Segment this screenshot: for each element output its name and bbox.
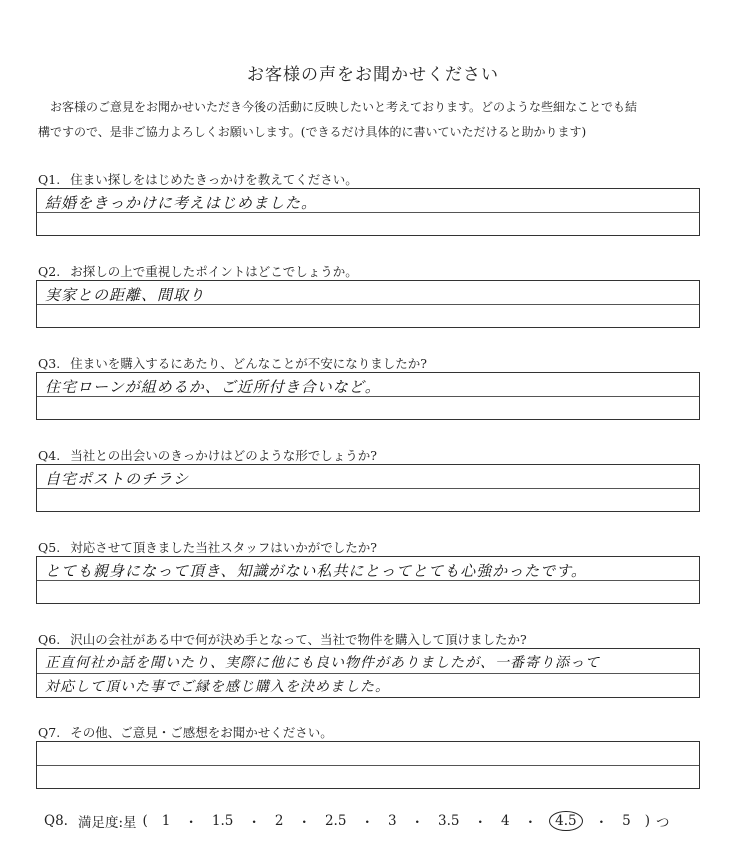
q4-label: Q4. 当社との出会いのきっかけはどのような形でしょうか? (38, 448, 377, 463)
q7-answer-box[interactable] (36, 741, 700, 789)
q8-open-paren: ( (142, 813, 148, 829)
q6-answer-box[interactable] (36, 648, 700, 698)
q5-label: Q5. 対応させて頂きました当社スタッフはいかがでしたか? (38, 540, 377, 555)
form-title: お客様の声をお聞かせください (247, 65, 499, 85)
rating-option-3-5[interactable]: 3.5 (438, 813, 460, 829)
q2-label: Q2. お探しの上で重視したポイントはどこでしょうか。 (38, 264, 358, 279)
q8-satisfaction: Q8. 満足度:星 ( 1 ・ 1.5 ・ 2 ・ 2.5 ・ 3 ・ 3.5 ・ 4 ・ 4.5 ・ 5 ) つ (44, 813, 670, 831)
q5-answer-box[interactable] (36, 556, 700, 604)
q2-answer-box[interactable] (36, 280, 700, 328)
q7-label: Q7. その他、ご意見・ご感想をお聞かせください。 (38, 725, 333, 740)
intro-line-1: お客様のご意見をお聞かせいただき今後の活動に反映したいと考えております。どのような些細なことでも結 (50, 100, 638, 114)
rating-option-3[interactable]: 3 (387, 813, 397, 829)
q1-answer: 結婚をきっかけに考えはじめました。 (45, 194, 318, 212)
q2-answer: 実家との距離、間取り (45, 286, 206, 304)
rating-option-2-5[interactable]: 2.5 (324, 813, 347, 829)
q1-label: Q1. 住まい探しをはじめたきっかけを教えてください。 (38, 172, 358, 187)
q8-label: 満足度:星 (77, 815, 137, 831)
q4-answer: 自宅ポストのチラシ (45, 470, 190, 488)
q8-close-paren: ) (644, 813, 650, 829)
q3-answer: 住宅ローンが組めるか、ご近所付き合いなど。 (45, 378, 381, 396)
ruled-line (37, 765, 699, 766)
q6-answer-line-1: 正直何社か話を聞いたり、実際に他にも良い物件がありましたが、一番寄り添って (45, 655, 600, 671)
q4-answer-box[interactable] (36, 464, 700, 512)
q8-suffix: つ (655, 815, 670, 831)
intro-text (38, 95, 718, 145)
intro-line-2: 構ですので、是非ご協力よろしくお願いします。(できるだけ具体的に書いていただけると助かります) (38, 125, 587, 139)
q3-label: Q3. 住まいを購入するにあたり、どんなことが不安になりましたか? (38, 356, 427, 371)
rating-option-2[interactable]: 2 (274, 813, 284, 829)
rating-option-1[interactable]: 1 (161, 813, 171, 829)
q8-num: Q8. (44, 813, 68, 829)
rating-option-4-5-selected[interactable]: 4.5 (549, 811, 582, 831)
q1-answer-box[interactable] (36, 188, 700, 236)
rating-option-5[interactable]: 5 (622, 813, 631, 829)
ruled-line (37, 673, 699, 674)
rating-option-1-5[interactable]: 1.5 (211, 813, 234, 829)
q6-label: Q6. 沢山の会社がある中で何が決め手となって、当社で物件を購入して頂けましたか? (38, 632, 527, 647)
rating-option-4[interactable]: 4 (501, 813, 510, 829)
q5-answer: とても親身になって頂き、知識がない私共にとってとても心強かったです。 (45, 562, 587, 580)
q3-answer-box[interactable] (36, 372, 700, 420)
q6-answer-line-2: 対応して頂いた事でご縁を感じ購入を決めました。 (45, 679, 390, 695)
